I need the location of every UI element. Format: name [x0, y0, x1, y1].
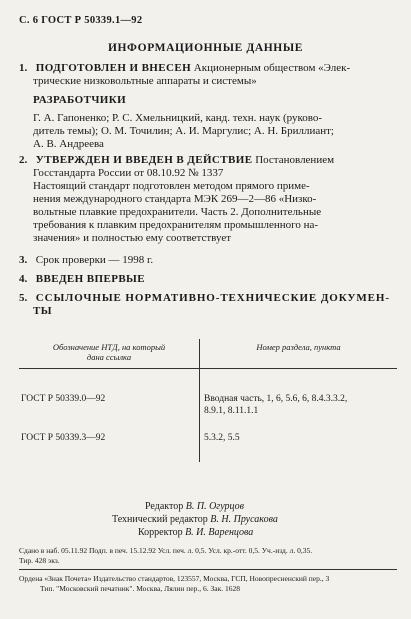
section-5-heading-cont: ТЫ [33, 305, 52, 317]
section-2-line6: требования к плавким предохранителям промышленного на- [33, 219, 319, 231]
section-2-line4: нения международного стандарта МЭК 269—2—86 «Низко- [33, 193, 317, 205]
proofreader-name: В. И. Варенцова [185, 527, 254, 538]
editor-label: Редактор [145, 501, 184, 512]
ref-cell-line2: 8.9.1, 8.11.1.1 [204, 406, 259, 416]
section-4-number: 4. [19, 273, 28, 285]
imprint-line2: Тир. 428 экз. [19, 556, 60, 565]
table-row [19, 369, 397, 418]
ref-cell [200, 369, 398, 418]
references-table [19, 339, 397, 462]
section-2-line7: значения» и полностью ему соответствует [33, 232, 232, 244]
developers-line1: Г. А. Гапоненко; Р. С. Хмельницкий, канд. техн. наук (руково- [33, 112, 323, 124]
divider [19, 569, 397, 570]
col-ref-header: Номер раздела, пункта [200, 339, 398, 369]
editor-line [145, 500, 244, 513]
developers-line3: А. В. Андреева [33, 138, 104, 150]
proofreader-line [138, 526, 253, 539]
tech-editor-label: Технический редактор [112, 514, 208, 525]
section-5 [19, 292, 390, 305]
section-3 [19, 254, 153, 267]
section-2-text: Постановлением [255, 154, 335, 166]
section-1 [19, 62, 350, 75]
section-1-number: 1. [19, 62, 28, 74]
section-3-text: Срок проверки — 1998 г. [35, 254, 154, 266]
publisher-line1: Ордена «Знак Почета» Издательство стандартов, 123557, Москва, ГСП, Новопресненский пер., 3 [19, 574, 330, 583]
developers-line2: дитель темы); О. М. Точилин; А. И. Маргулис; А. Н. Бриллиант; [33, 125, 334, 137]
tech-editor-name: В. Н. Прусакова [210, 514, 278, 525]
editor-name: В. П. Огурцов [185, 501, 244, 512]
doc-cell: ГОСТ Р 50339.3—92 [19, 417, 200, 462]
col-doc-header-line1: Обозначение НТД, на который [52, 342, 166, 352]
publisher-line2: Тип. "Московский печатник". Москва, Лялин пер., 6. Зак. 1628 [40, 584, 240, 593]
section-2-line2: Госстандарта России от 08.10.92 № 1337 [33, 167, 224, 179]
section-1-heading: ПОДГОТОВЛЕН И ВНЕСЕН [35, 62, 192, 74]
ref-cell: 5.3.2, 5.5 [204, 433, 240, 443]
section-1-text: Акционерным обществом «Элек- [193, 62, 351, 74]
page-header: С. 6 ГОСТ Р 50339.1—92 [19, 15, 143, 26]
section-4 [19, 273, 145, 286]
ref-cell-line1: Вводная часть, 1, 6, 5.6, 6, 8.4.3.3.2, [204, 394, 348, 404]
tech-editor-line [112, 513, 278, 526]
section-4-heading: ВВЕДЕН ВПЕРВЫЕ [35, 273, 145, 285]
section-5-number: 5. [19, 292, 28, 304]
proofreader-label: Корректор [138, 527, 183, 538]
col-doc-header-line2: дана ссылка [86, 352, 132, 362]
imprint-line1: Сдано в наб. 05.11.92 Подп. в печ. 15.12.92 Усл. печ. л. 0,5. Усл. кр.-отт. 0,5. Уч.-изд. л. 0,35. [19, 546, 313, 555]
section-2-heading: УТВЕРЖДЕН И ВВЕДЕН В ДЕЙСТВИЕ [35, 154, 253, 166]
col-doc-header [19, 339, 200, 369]
table-row [19, 417, 397, 462]
section-3-number: 3. [19, 254, 28, 266]
table-header-row [19, 339, 397, 369]
section-2-line5: вольтные плавкие предохранители. Часть 2. Дополнительные [33, 206, 322, 218]
section-2-number: 2. [19, 154, 28, 166]
section-2 [19, 154, 334, 167]
section-2-line3: Настоящий стандарт подготовлен методом прямого приме- [33, 180, 310, 192]
section-1-line2: трические низковольтные аппараты и системы» [33, 75, 257, 87]
doc-cell: ГОСТ Р 50339.0—92 [19, 369, 200, 418]
developers-heading: РАЗРАБОТЧИКИ [33, 94, 127, 106]
section-title: ИНФОРМАЦИОННЫЕ ДАННЫЕ [107, 42, 304, 54]
section-5-heading: ССЫЛОЧНЫЕ НОРМАТИВНО-ТЕХНИЧЕСКИЕ ДОКУМЕН- [35, 292, 390, 304]
